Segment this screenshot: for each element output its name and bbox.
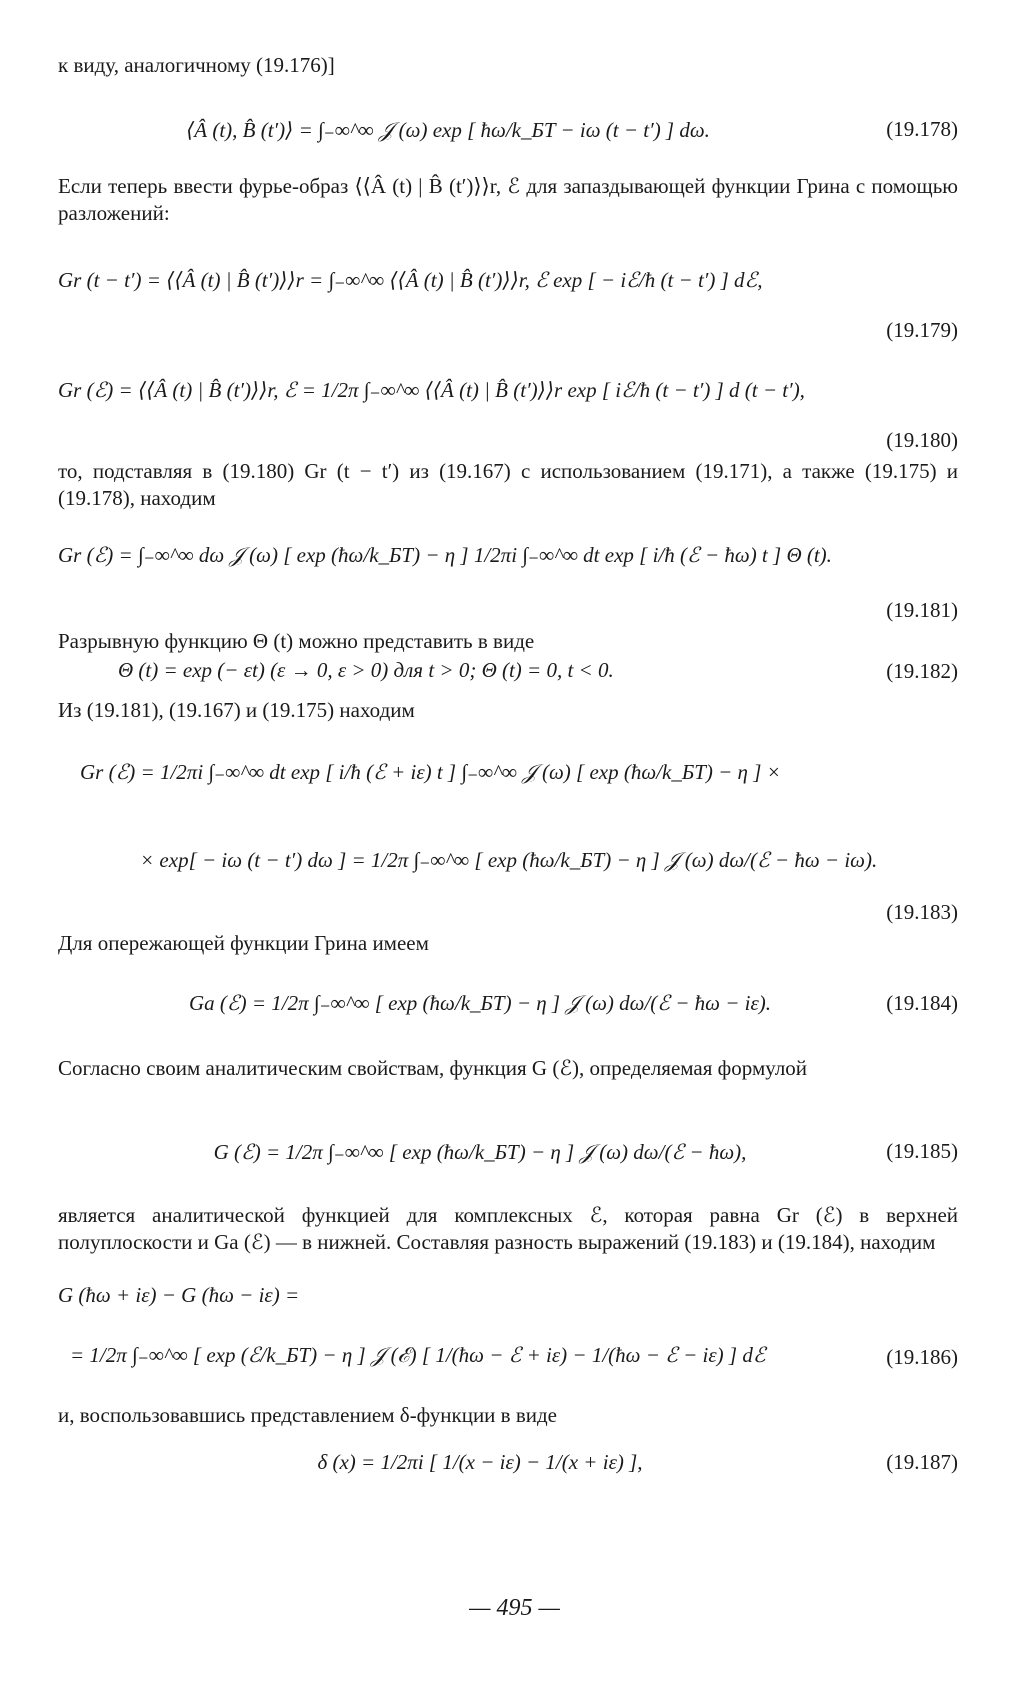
equation-19-184 — [120, 973, 840, 1033]
equation-number: (19.186) — [886, 1345, 958, 1369]
paragraph-9: и, воспользовавшись представлением δ-функции в виде — [58, 1403, 557, 1427]
equation-19-181 — [58, 525, 958, 585]
equation-expr: Θ (t) = exp (− εt) (ε → 0, ε > 0) для t > 0; Θ (t) = 0, t < 0. — [118, 657, 614, 682]
equation-number: (19.184) — [886, 991, 958, 1015]
equation-expr: G (ħω + iε) − G (ħω − iε) = — [58, 1282, 300, 1307]
equation-number: (19.187) — [886, 1450, 958, 1474]
equation-expr: Ga (ℰ) = 1/2π ∫₋∞^∞ [ exp (ħω/k_БT) − η ] 𝒥 (ω) dω/(ℰ − ħω − iε). — [188, 990, 772, 1015]
equation-number: (19.181) — [886, 598, 958, 622]
equation-expr: Gr (ℰ) = ∫₋∞^∞ dω 𝒥 (ω) [ exp (ħω/k_БT) − η ] 1/2πi ∫₋∞^∞ dt exp [ i/ħ (ℰ − ħω) t ] Θ (t). — [58, 542, 832, 567]
equation-number: (19.180) — [886, 428, 958, 452]
equation-19-183-line-2 — [140, 830, 940, 890]
equation-number: (19.178) — [886, 117, 958, 141]
paragraph-6: Для опережающей функции Грина имеем — [58, 931, 429, 955]
paragraph-5: Из (19.181), (19.167) и (19.175) находим — [58, 698, 415, 722]
paragraph-8: является аналитической функцией для комплексных ℰ, которая равна Gr (ℰ) в верхней полуплоскости и Ga (ℰ) — в нижней. Составляя разность выражений (19.183) и (19.184), находим — [58, 1203, 958, 1254]
equation-19-185 — [120, 1122, 840, 1182]
equation-number: (19.183) — [886, 900, 958, 924]
paragraph-7: Согласно своим аналитическим свойствам, функция G (ℰ), определяемая формулой — [58, 1056, 808, 1080]
equation-expr: G (ℰ) = 1/2π ∫₋∞^∞ [ exp (ħω/k_БT) − η ] 𝒥 (ω) dω/(ℰ − ħω), — [213, 1139, 747, 1164]
equation-expr: = 1/2π ∫₋∞^∞ [ exp (ℰ/k_БT) − η ] 𝒥 (ℰ) [ 1/(ħω − ℰ + iε) − 1/(ħω − ℰ − iε) ] dℰ — [70, 1342, 766, 1367]
page-number: — 495 — — [469, 1595, 560, 1621]
equation-expr: Gr (ℰ) = 1/2πi ∫₋∞^∞ dt exp [ i/ħ (ℰ + iε) t ] ∫₋∞^∞ 𝒥 (ω) [ exp (ħω/k_БT) − η ] × — [80, 759, 781, 784]
equation-19-182 — [118, 650, 878, 690]
equation-19-180 — [58, 360, 958, 420]
equation-19-186-line-2 — [70, 1325, 850, 1385]
equation-expr: δ (x) = 1/2πi [ 1/(x − iε) − 1/(x + iε) ], — [317, 1449, 643, 1474]
paragraph-1: к виду, аналогичному (19.176)] — [58, 53, 335, 77]
equation-19-187 — [120, 1432, 840, 1492]
equation-number: (19.185) — [886, 1139, 958, 1163]
equation-expr: Gr (t − t′) = ⟨⟨Â (t) | B̂ (t′)⟩⟩r = ∫₋∞^∞ ⟨⟨Â (t) | B̂ (t′)⟩⟩r, ℰ exp [ − iℰ/ħ (t − t′) ] dℰ, — [58, 267, 763, 292]
paragraph-2: Если теперь ввести фурье-образ ⟨⟨Â (t) | B̂ (t′)⟩⟩r, ℰ для запаздывающей функции Грина с помощью разложений: — [58, 174, 958, 225]
equation-expr: ⟨Â (t), B̂ (t′)⟩ = ∫₋∞^∞ 𝒥 (ω) exp [ ħω/k_БT − iω (t − t′) ] dω. — [186, 117, 710, 142]
equation-number: (19.179) — [886, 318, 958, 342]
equation-19-186-line-1 — [58, 1275, 958, 1315]
equation-expr: Gr (ℰ) = ⟨⟨Â (t) | B̂ (t′)⟩⟩r, ℰ = 1/2π ∫₋∞^∞ ⟨⟨Â (t) | B̂ (t′)⟩⟩r exp [ iℰ/ħ (t − t′) ] d (t − t′), — [58, 377, 805, 402]
equation-expr: × exp[ − iω (t − t′) dω ] = 1/2π ∫₋∞^∞ [ exp (ħω/k_БT) − η ] 𝒥 (ω) dω/(ℰ − ħω − iω). — [140, 847, 878, 872]
paragraph-3: то, подставляя в (19.180) Gr (t − t′) из (19.167) с использованием (19.171), а также (19.175) и (19.178), находим — [58, 459, 958, 510]
equation-19-179 — [58, 250, 958, 310]
equation-number: (19.182) — [886, 659, 958, 683]
paragraph-4: Разрывную функцию Θ (t) можно представить в виде — [58, 629, 535, 653]
equation-19-178 — [58, 100, 838, 160]
equation-19-183-line-1 — [80, 742, 960, 802]
